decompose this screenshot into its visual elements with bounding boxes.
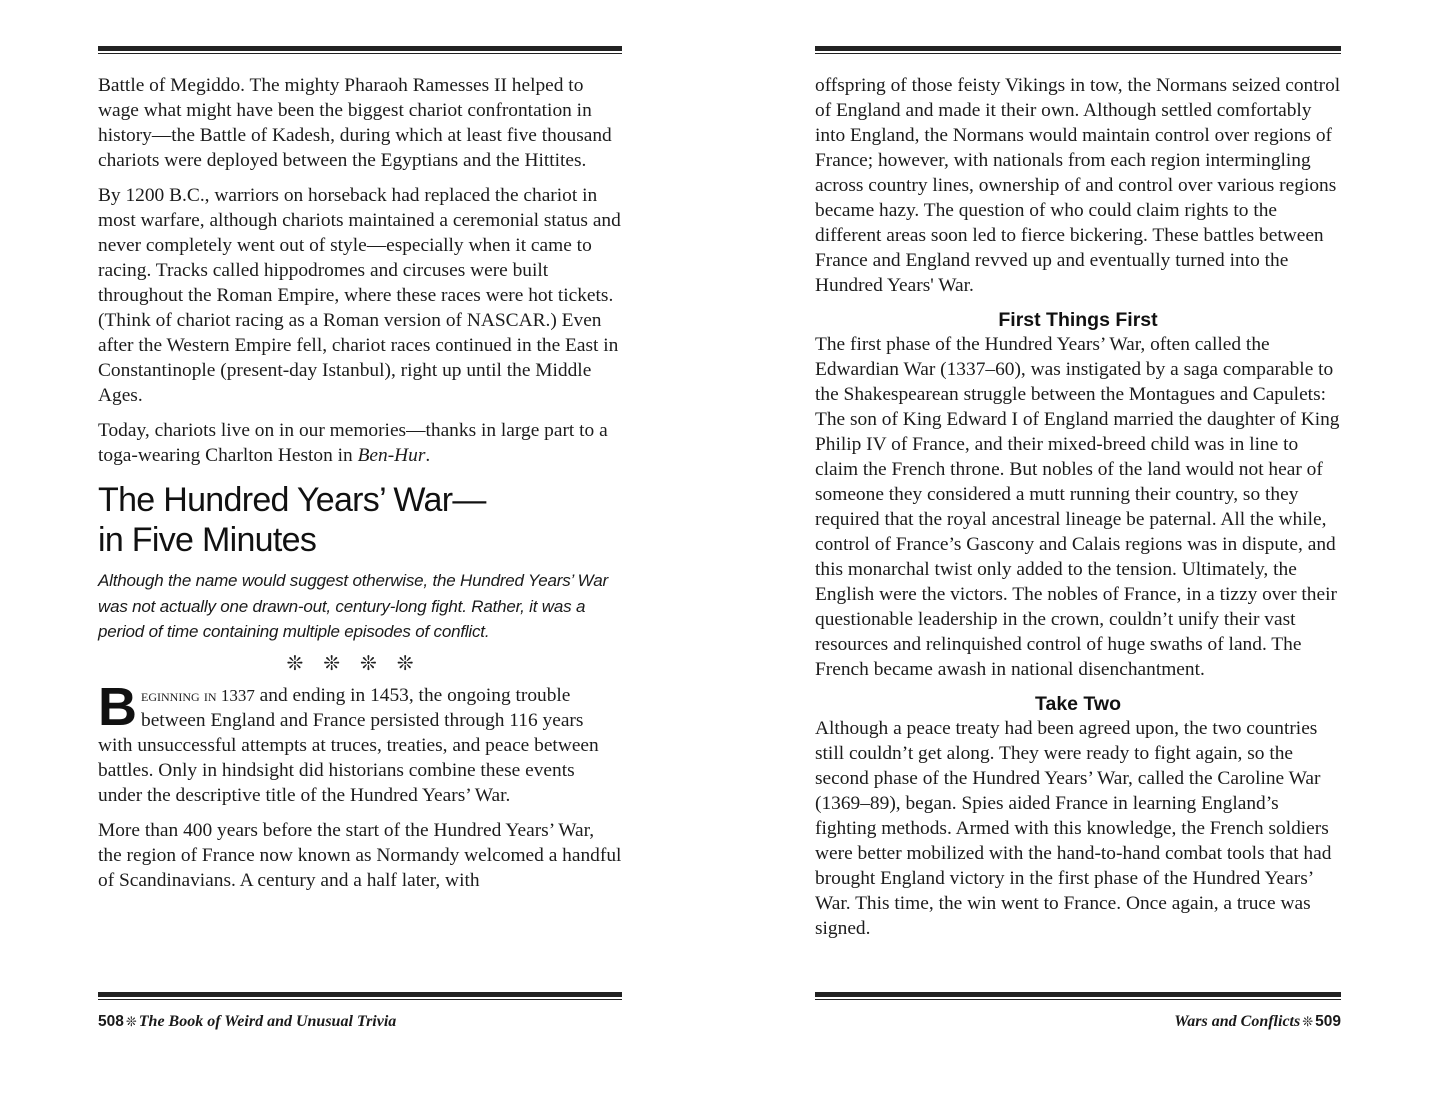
body-paragraph: The first phase of the Hundred Years’ War, often called the Edwardian War (1337–60), was instigated by a saga comparable to the Shakespearean struggle between the Montagues and Capulets: The son of King Edward I of England married the daughter of King Philip IV of France, and their mixed-breed child was in line to claim the French throne. But nobles of the land would not hear of someone they considered a mutt running their country, so they required that the royal ancestral lineage be paternal. All the while, control of France’s Gascony and Calais regions was in dispute, and this monarchal twist only added to the tension. Ultimately, the English were the victors. The nobles of France, in a tizzy over their questionable leadership in the crown, couldn’t unify their vast resources and relinquished control of huge swaths of land. The French became awash in national disenchantment. (815, 334, 1340, 680)
footer-ornament-icon: ❊ (1302, 1015, 1314, 1030)
body-paragraph: Battle of Megiddo. The mighty Pharaoh Ramesses II helped to wage what might have been the biggest chariot confrontation in history—the Battle of Kadesh, during which at least five thousand chariots were deployed between the Egyptians and the Hittites. (98, 75, 612, 171)
right-page-content (815, 73, 1341, 951)
body-paragraph: Today, chariots live on in our memories—thanks in large part to a toga-wearing Charlton Heston in Ben-Hur. (98, 420, 608, 466)
body-paragraph: offspring of those feisty Vikings in tow, the Normans seized control of England and made it their own. Although settled comfortably into England, the Normans would maintain control over regions of France; however, with nationals from each region intermingling across country lines, ownership of and control over various regions became hazy. The question of who could claim rights to the different areas soon led to fierce bickering. These battles between France and England revved up and eventually turned into the Hundred Years' War. (815, 75, 1341, 296)
section-dek: Although the name would suggest otherwise, the Hundred Years’ War was not actually one drawn-out, century-long fight. Rather, it was a period of time containing multiple episodes of conflict. (98, 571, 608, 641)
lead-small-caps: eginning in 1337 (141, 685, 255, 705)
page-footer (98, 1013, 396, 1031)
lead-paragraph: Beginning in 1337 and ending in 1453, the ongoing trouble between England and France persisted through 116 years with unsuccessful attempts at truces, treaties, and peace between battles. Only in hindsight did historians combine these events under the descriptive title of the Hundred Years’ War. (98, 676, 599, 806)
top-rule (815, 46, 1341, 54)
footer-ornament-icon: ❊ (125, 1015, 137, 1030)
drop-cap: B (98, 676, 137, 737)
running-title: The Book of Weird and Unusual Trivia (138, 1013, 397, 1030)
body-paragraph: Although a peace treaty had been agreed upon, the two countries still couldn’t get along. They were ready to fight again, so the second phase of the Hundred Years’ War, called the Caroline War (1369–89), began. Spies aided France in learning England’s fighting methods. Armed with this knowledge, the French soldiers were better mobilized with the hand-to-hand combat tools that had brought England victory in the first phase of the Hundred Years’ War. This time, the win went to France. Once again, a truce was signed. (815, 718, 1332, 939)
section-title: The Hundred Years’ War— in Five Minutes (98, 481, 486, 559)
book-title: Ben-Hur (357, 445, 426, 466)
bottom-rule (98, 992, 622, 1000)
top-rule (98, 46, 622, 54)
page-number: 508 (98, 1013, 124, 1030)
subhead: Take Two (1035, 693, 1121, 715)
running-title: Wars and Conflicts (1174, 1013, 1301, 1030)
bottom-rule (815, 992, 1341, 1000)
subhead: First Things First (998, 309, 1158, 331)
body-paragraph: By 1200 B.C., warriors on horseback had replaced the chariot in most warfare, although chariots maintained a ceremonial status and never completely went out of style—especially when it came to racing. Tracks called hippodromes and circuses were built throughout the Roman Empire, where these races were hot tickets. (Think of chariot racing as a Roman version of NASCAR.) Even after the Western Empire fell, chariot races continued in the East in Constantinople (present-day Istanbul), right up until the Middle Ages. (98, 185, 621, 406)
page-number: 509 (1315, 1013, 1341, 1030)
body-paragraph: More than 400 years before the start of the Hundred Years’ War, the region of France now known as Normandy welcomed a handful of Scandinavians. A century and a half later, with (98, 819, 622, 891)
page-footer (1174, 1013, 1341, 1031)
left-page-content (98, 73, 622, 903)
ornament-divider: ❊❊❊❊ (286, 650, 434, 675)
